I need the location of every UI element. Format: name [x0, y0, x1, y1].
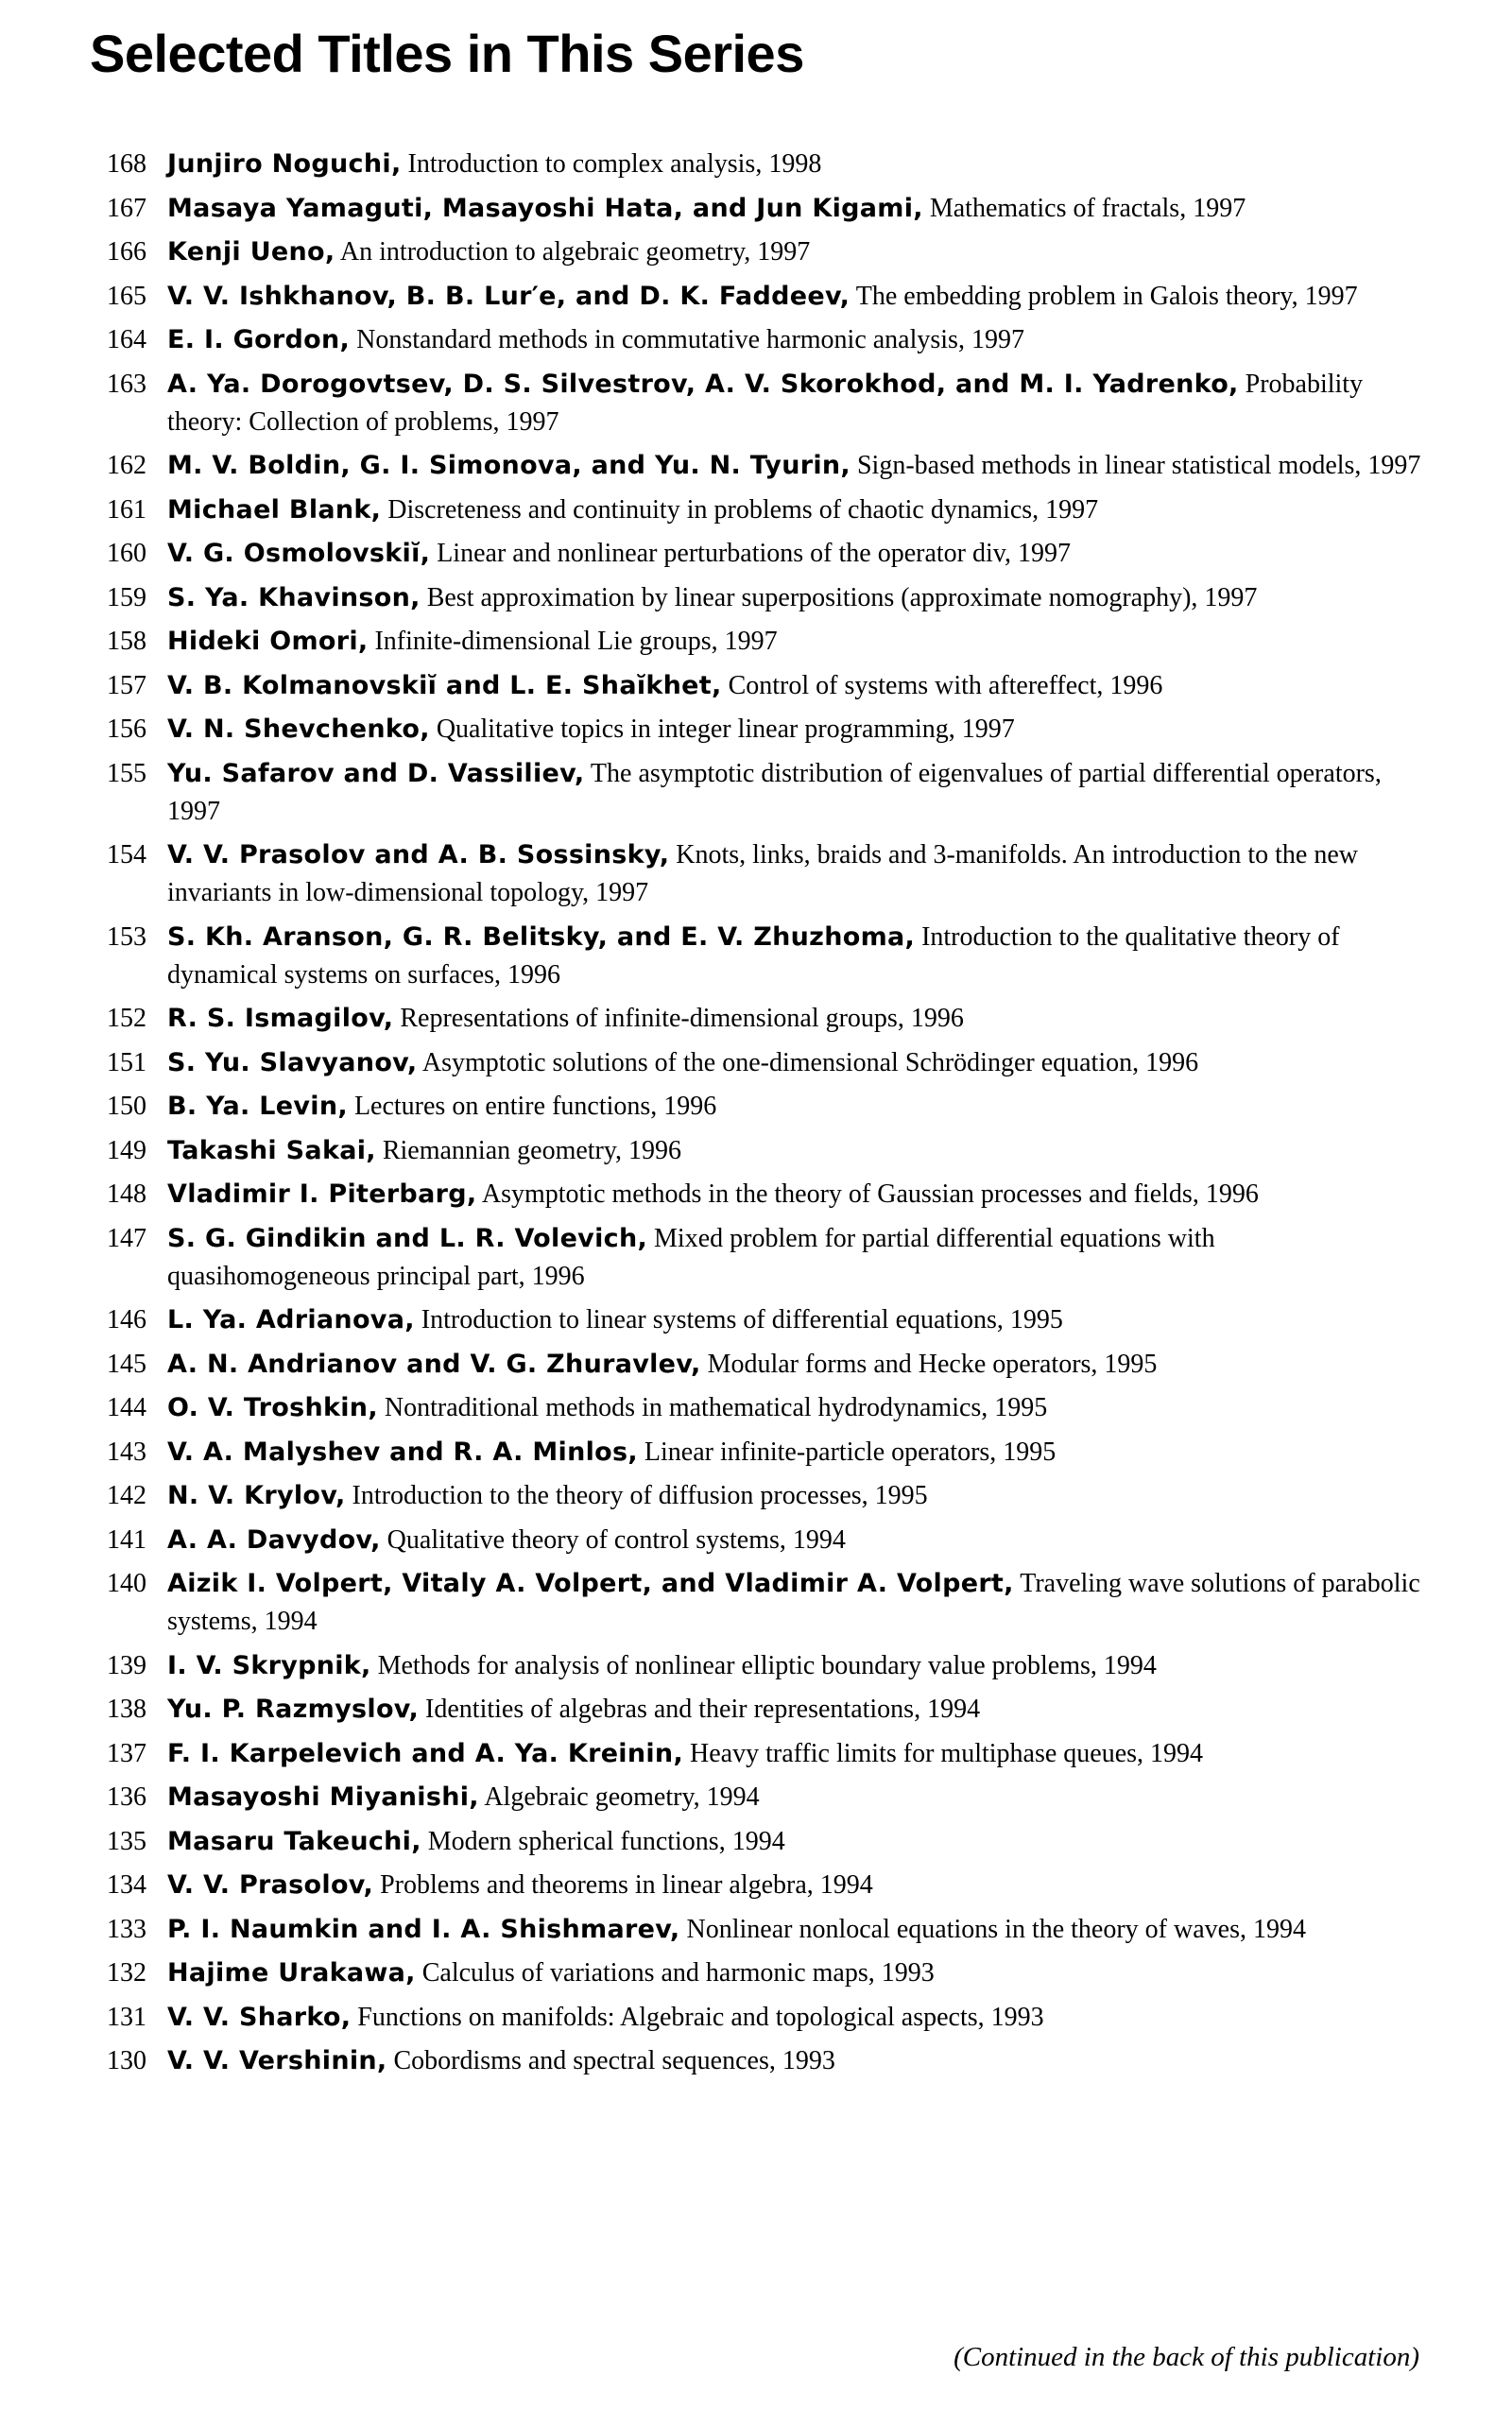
entry-authors: Yu. Safarov and D. Vassiliev, [167, 758, 585, 788]
entry-title: Control of systems with aftereffect, 1996 [721, 670, 1163, 700]
list-item [0, 1867, 1512, 1904]
entry-number: 165 [107, 281, 146, 311]
entry-number: 147 [107, 1223, 146, 1253]
entry-title: Introduction to complex analysis, 1998 [401, 149, 822, 179]
entry-number: 144 [107, 1393, 146, 1422]
list-item [0, 1088, 1512, 1126]
entry-authors: B. Ya. Levin, [167, 1092, 348, 1121]
entry-authors: E. I. Gordon, [167, 325, 351, 354]
entry-number: 164 [107, 325, 146, 354]
list-item [0, 1954, 1512, 1992]
entry-authors: V. A. Malyshev and R. A. Minlos, [167, 1437, 638, 1467]
entry-number: 151 [107, 1047, 146, 1077]
list-item [0, 1434, 1512, 1472]
entry-number: 134 [107, 1870, 146, 1900]
entry-authors: Kenji Ueno, [167, 237, 335, 267]
entry-authors: Aizik I. Volpert, Vitaly A. Volpert, and Vladimir A. Volpert, [167, 1569, 1014, 1598]
entry-authors: S. Kh. Aranson, G. R. Belitsky, and E. V. Zhuzhoma, [167, 921, 916, 952]
entry-title: Discreteness and continuity in problems of chaotic dynamics, 1997 [381, 494, 1099, 525]
entry-number: 132 [107, 1958, 146, 1988]
entry-number: 130 [107, 2046, 146, 2075]
entry-title: Algebraic geometry, 1994 [478, 1782, 760, 1812]
entry-title: An introduction to algebraic geometry, 1997 [335, 237, 811, 267]
list-item [0, 233, 1512, 271]
entry-number: 149 [107, 1135, 146, 1165]
continued-note: (Continued in the back of this publication) [954, 2342, 1419, 2372]
entry-title: Traveling wave solutions of parabolic systems, 1994 [167, 1569, 1420, 1636]
list-item [0, 1522, 1512, 1559]
entry-number: 131 [107, 2002, 146, 2032]
entry-title: The embedding problem in Galois theory, 1997 [850, 281, 1358, 311]
entry-title: Introduction to the qualitative theory of dynamical systems on surfaces, 1996 [167, 921, 1340, 990]
entry-title: Best approximation by linear superpositions (approximate nomography), 1997 [420, 582, 1258, 612]
list-item [0, 1389, 1512, 1427]
entry-number: 142 [107, 1481, 146, 1510]
entry-title: Qualitative theory of control systems, 1994 [380, 1524, 846, 1555]
entry-number: 137 [107, 1738, 146, 1768]
entry-title: Lectures on entire functions, 1996 [347, 1092, 717, 1121]
entry-title: Modular forms and Hecke operators, 1995 [700, 1349, 1158, 1379]
entry-number: 138 [107, 1695, 146, 1724]
entry-number: 135 [107, 1826, 146, 1856]
entry-authors: S. Yu. Slavyanov, [167, 1047, 418, 1077]
entry-title: Mixed problem for partial differential equations with quasihomogeneous principal part, 1996 [167, 1223, 1215, 1291]
entry-title: Qualitative topics in integer linear programming, 1997 [429, 714, 1015, 744]
list-item [0, 623, 1512, 661]
entry-authors: V. V. Sharko, [167, 2002, 352, 2032]
entry-title: Modern spherical functions, 1994 [421, 1826, 785, 1856]
list-item [0, 1176, 1512, 1214]
entry-title: Nontraditional methods in mathematical hydrodynamics, 1995 [377, 1393, 1048, 1422]
entry-title: Infinite-dimensional Lie groups, 1997 [368, 627, 778, 656]
list-item [0, 1779, 1512, 1816]
entry-number: 154 [107, 840, 146, 869]
entry-authors: Hajime Urakawa, [167, 1958, 416, 1988]
entry-authors: Masaya Yamaguti, Masayoshi Hata, and Jun Kigami, [167, 193, 923, 223]
entry-number: 155 [107, 758, 146, 788]
entry-authors: A. N. Andrianov and V. G. Zhuravlev, [167, 1349, 701, 1379]
entry-title: Asymptotic solutions of the one-dimensional Schrödinger equation, 1996 [417, 1047, 1199, 1077]
series-title-list [0, 146, 1512, 2087]
entry-title: The asymptotic distribution of eigenvalues of partial differential operators, 1997 [167, 758, 1382, 826]
entry-authors: Masayoshi Miyanishi, [167, 1782, 479, 1812]
entry-number: 161 [107, 494, 146, 525]
list-item [0, 1691, 1512, 1729]
entry-number: 167 [107, 193, 146, 223]
list-item [0, 919, 1512, 994]
entry-number: 158 [107, 627, 146, 656]
list-item [0, 1735, 1512, 1773]
list-item [0, 278, 1512, 316]
entry-title: Introduction to linear systems of differential equations, 1995 [414, 1305, 1063, 1334]
entry-number: 140 [107, 1569, 146, 1598]
entry-number: 166 [107, 237, 146, 267]
entry-authors: Hideki Omori, [167, 627, 369, 656]
entry-authors: L. Ya. Adrianova, [167, 1305, 415, 1334]
entry-authors: F. I. Karpelevich and A. Ya. Kreinin, [167, 1738, 684, 1768]
list-item [0, 1477, 1512, 1515]
entry-title: Methods for analysis of nonlinear elliptic boundary value problems, 1994 [370, 1650, 1157, 1680]
list-item [0, 1346, 1512, 1384]
entry-number: 143 [107, 1437, 146, 1467]
entry-number: 157 [107, 670, 146, 700]
entry-number: 145 [107, 1349, 146, 1379]
list-item [0, 1647, 1512, 1685]
list-item [0, 2042, 1512, 2080]
entry-authors: V. V. Ishkhanov, B. B. Lur′e, and D. K. Faddeev, [167, 281, 850, 311]
entry-title: Identities of algebras and their representations, 1994 [419, 1695, 981, 1724]
entry-authors: I. V. Skrypnik, [167, 1650, 371, 1680]
entry-number: 162 [107, 451, 146, 480]
entry-number: 163 [107, 369, 146, 399]
entry-authors: A. Ya. Dorogovtsev, D. S. Silvestrov, A. V. Skorokhod, and M. I. Yadrenko, [167, 369, 1239, 399]
entry-number: 141 [107, 1524, 146, 1555]
entry-authors: Yu. P. Razmyslov, [167, 1695, 420, 1724]
list-item [0, 1301, 1512, 1339]
entry-number: 159 [107, 582, 146, 612]
entry-number: 146 [107, 1305, 146, 1334]
entry-title: Functions on manifolds: Algebraic and topological aspects, 1993 [351, 2002, 1044, 2032]
list-item [0, 755, 1512, 831]
list-item [0, 491, 1512, 529]
entry-title: Knots, links, braids and 3-manifolds. An introduction to the new invariants in low-dimensional topology, 1997 [167, 840, 1358, 907]
entry-authors: M. V. Boldin, G. I. Simonova, and Yu. N. Tyurin, [167, 451, 850, 480]
list-item [0, 535, 1512, 573]
entry-authors: A. A. Davydov, [167, 1524, 381, 1555]
entry-number: 160 [107, 539, 146, 568]
entry-title: Calculus of variations and harmonic maps, 1993 [415, 1958, 935, 1988]
list-item [0, 447, 1512, 485]
list-item [0, 366, 1512, 441]
entry-number: 168 [107, 149, 146, 179]
entry-number: 150 [107, 1092, 146, 1121]
list-item [0, 1911, 1512, 1949]
list-item [0, 1000, 1512, 1038]
entry-title: Nonstandard methods in commutative harmonic analysis, 1997 [350, 325, 1024, 354]
entry-title: Nonlinear nonlocal equations in the theory of waves, 1994 [679, 1914, 1306, 1944]
list-item [0, 1823, 1512, 1861]
entry-title: Problems and theorems in linear algebra, 1994 [373, 1870, 873, 1900]
entry-title: Asymptotic methods in the theory of Gaussian processes and fields, 1996 [476, 1179, 1259, 1209]
entry-number: 148 [107, 1179, 146, 1209]
entry-title: Representations of infinite-dimensional groups, 1996 [393, 1004, 964, 1033]
entry-authors: O. V. Troshkin, [167, 1393, 378, 1422]
entry-authors: Junjiro Noguchi, [167, 149, 402, 179]
entry-authors: S. Ya. Khavinson, [167, 582, 421, 612]
list-item [0, 321, 1512, 359]
entry-number: 156 [107, 714, 146, 744]
list-item [0, 190, 1512, 228]
list-item [0, 1999, 1512, 2037]
list-item [0, 1044, 1512, 1082]
entry-number: 139 [107, 1650, 146, 1680]
entry-title: Linear and nonlinear perturbations of the operator div, 1997 [430, 539, 1071, 568]
entry-authors: N. V. Krylov, [167, 1481, 346, 1510]
list-item [0, 667, 1512, 705]
list-item [0, 711, 1512, 749]
entry-authors: S. G. Gindikin and L. R. Volevich, [167, 1223, 648, 1253]
entry-title: Sign-based methods in linear statistical models, 1997 [850, 451, 1421, 480]
entry-authors: V. B. Kolmanovskiĭ and L. E. Shaĭkhet, [167, 670, 722, 700]
page-title: Selected Titles in This Series [90, 24, 804, 83]
entry-authors: P. I. Naumkin and I. A. Shishmarev, [167, 1914, 680, 1944]
entry-title: Heavy traffic limits for multiphase queues, 1994 [683, 1738, 1204, 1768]
entry-authors: Michael Blank, [167, 494, 382, 525]
list-item [0, 1132, 1512, 1170]
entry-number: 153 [107, 921, 146, 952]
entry-title: Linear infinite-particle operators, 1995 [637, 1437, 1057, 1467]
entry-title: Cobordisms and spectral sequences, 1993 [387, 2046, 835, 2075]
entry-title: Mathematics of fractals, 1997 [922, 193, 1246, 223]
entry-number: 136 [107, 1782, 146, 1812]
entry-authors: V. V. Prasolov and A. B. Sossinsky, [167, 840, 670, 869]
entry-authors: R. S. Ismagilov, [167, 1004, 394, 1033]
list-item [0, 1220, 1512, 1296]
entry-title: Riemannian geometry, 1996 [375, 1135, 682, 1165]
entry-authors: V. V. Prasolov, [167, 1870, 374, 1900]
entry-authors: Masaru Takeuchi, [167, 1826, 421, 1856]
list-item [0, 146, 1512, 183]
entry-number: 133 [107, 1914, 146, 1944]
list-item [0, 836, 1512, 912]
list-item [0, 1565, 1512, 1641]
entry-authors: Vladimir I. Piterbarg, [167, 1179, 477, 1209]
entry-authors: Takashi Sakai, [167, 1135, 376, 1165]
entry-authors: V. N. Shevchenko, [167, 714, 430, 744]
entry-authors: V. G. Osmolovskiĭ, [167, 539, 431, 568]
entry-number: 152 [107, 1004, 146, 1033]
entry-title: Introduction to the theory of diffusion processes, 1995 [345, 1481, 928, 1510]
entry-authors: V. V. Vershinin, [167, 2046, 387, 2075]
list-item [0, 579, 1512, 617]
entry-title: Probability theory: Collection of problems, 1997 [167, 369, 1364, 437]
